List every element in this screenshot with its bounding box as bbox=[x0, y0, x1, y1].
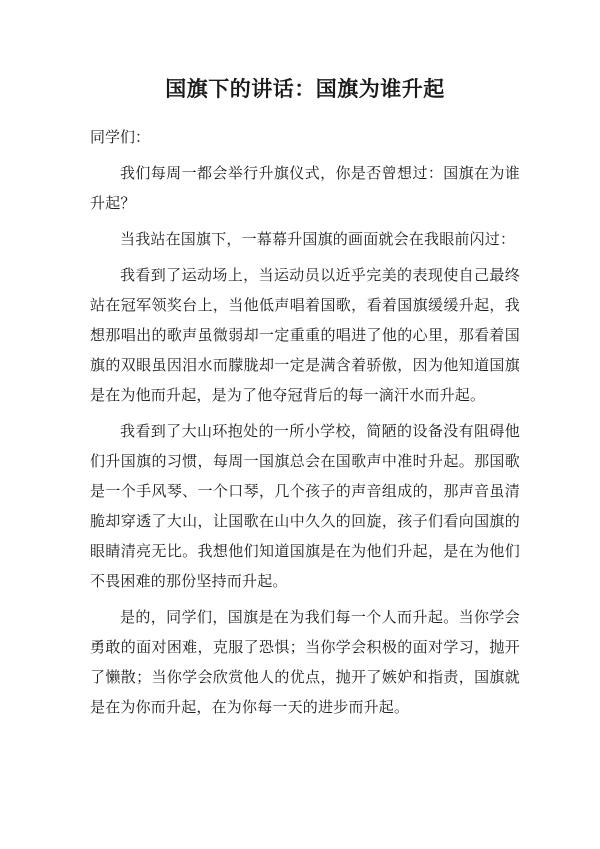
paragraph-5: 是的，同学们，国旗是在为我们每一个人而升起。当你学会勇敢的面对困难，克服了恐惧；当你学会积极的面对学习，抛开了懒散；当你学会欣赏他人的优点，抛开了嫉妒和指责，国旗就是在为你而升起，在为你每一天的进步而升起。 bbox=[90, 608, 520, 716]
paragraph-2: 当我站在国旗下，一幕幕升国旗的画面就会在我眼前闪过： bbox=[120, 230, 516, 248]
paragraph-1: 我们每周一都会举行升旗仪式，你是否曾想过：国旗在为谁升起？ bbox=[90, 164, 520, 212]
paragraph-3: 我看到了运动场上，当运动员以近乎完美的表现使自己最终站在冠军领奖台上，当他低声唱着国歌，看着国旗缓缓升起，我想那唱出的歌声虽微弱却一定重重的唱进了他的心里，那看着国旗的双眼虽因泪水而朦胧却一定是满含着骄傲，因为他知道国旗是在为他而升起，是为了他夺冠背后的每一滴汗水而升起。 bbox=[90, 266, 520, 404]
page-title: 国旗下的讲话：国旗为谁升起 bbox=[165, 76, 445, 101]
paragraph-4: 我看到了大山环抱处的一所小学校，简陋的设备没有阻碍他们升国旗的习惯，每周一国旗总会在国歌声中准时升起。那国歌是一个手风琴、一个口琴，几个孩子的声音组成的，那声音虽清脆却穿透了大山，让国歌在山中久久的回旋，孩子们看向国旗的眼睛清亮无比。我想他们知道国旗是在为他们升起，是在为他们不畏困难的那份坚持而升起。 bbox=[90, 422, 520, 590]
salutation: 同学们： bbox=[90, 128, 151, 146]
